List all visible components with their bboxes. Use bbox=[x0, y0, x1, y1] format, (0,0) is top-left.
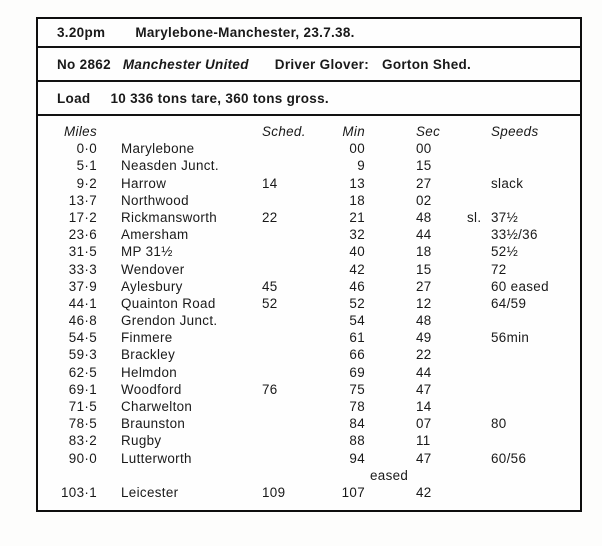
min-value: 75 bbox=[349, 381, 365, 397]
table-row bbox=[38, 415, 580, 432]
min-value: 13 bbox=[349, 175, 365, 191]
speed-prefix bbox=[465, 243, 491, 260]
load-value: 10 336 tons tare, 360 tons gross. bbox=[110, 90, 329, 106]
speed-value: 52½ bbox=[491, 244, 519, 260]
col-header-speeds: Speeds bbox=[491, 124, 539, 139]
sched-value bbox=[262, 432, 305, 449]
station-name: Harrow bbox=[121, 175, 167, 191]
station-name: Neasden Junct. bbox=[121, 158, 219, 174]
station-name: Rugby bbox=[121, 433, 162, 449]
station-name: MP 31½ bbox=[121, 244, 173, 260]
speed-prefix bbox=[465, 192, 491, 209]
col-header-station bbox=[97, 123, 262, 140]
miles-value: 33·3 bbox=[68, 261, 97, 277]
speed-prefix bbox=[465, 295, 491, 312]
miles-value: 0·0 bbox=[76, 141, 97, 157]
sec-value: 15 bbox=[416, 158, 432, 174]
sec-value: 47 bbox=[416, 450, 432, 466]
column-header-row bbox=[38, 123, 580, 140]
table-row bbox=[38, 278, 580, 295]
miles-value: 71·5 bbox=[68, 399, 97, 414]
station-name: Braunston bbox=[121, 416, 186, 432]
speed-value bbox=[491, 432, 580, 449]
miles-value: 17·2 bbox=[68, 209, 97, 225]
miles-value: 9·2 bbox=[76, 175, 97, 191]
speed-value: slack bbox=[491, 175, 524, 191]
speed-prefix bbox=[465, 261, 491, 278]
table-row bbox=[38, 432, 580, 449]
loco-number: No 2862 bbox=[57, 56, 111, 72]
speed-value: 56min bbox=[491, 330, 530, 346]
speed-value: 72 bbox=[491, 261, 507, 277]
sec-value: 27 bbox=[416, 278, 432, 294]
speed-prefix bbox=[465, 278, 491, 295]
speed-value: 64/59 bbox=[491, 295, 527, 311]
speed-prefix bbox=[465, 450, 491, 467]
speed-prefix bbox=[465, 140, 491, 157]
table-row bbox=[38, 157, 580, 174]
load-label: Load bbox=[57, 90, 91, 106]
miles-value: 69·1 bbox=[68, 381, 97, 397]
sec-value: 48 bbox=[416, 209, 432, 225]
min-value: 88 bbox=[349, 433, 365, 449]
station-name: Marylebone bbox=[121, 141, 195, 157]
sec-value: 47 bbox=[416, 381, 432, 397]
table-row bbox=[38, 140, 580, 157]
col-header-min: Min bbox=[342, 124, 365, 139]
table-row bbox=[38, 484, 580, 501]
sched-value: 76 bbox=[262, 381, 278, 397]
sec-value: 49 bbox=[416, 330, 432, 346]
station-name: Quainton Road bbox=[121, 295, 216, 311]
sched-value bbox=[262, 329, 305, 346]
loco-name: Manchester United bbox=[122, 56, 249, 72]
min-value: 32 bbox=[349, 227, 365, 243]
sched-value bbox=[262, 192, 305, 209]
station-name: Lutterworth bbox=[121, 450, 192, 466]
min-value: 61 bbox=[349, 330, 365, 346]
speed-prefix bbox=[465, 398, 491, 415]
speed-prefix: sl. bbox=[467, 209, 482, 225]
speed-prefix bbox=[465, 415, 491, 432]
sec-value: 27 bbox=[416, 175, 432, 191]
col-header-miles: Miles bbox=[64, 124, 97, 139]
miles-value: 5·1 bbox=[76, 158, 97, 174]
station-name: Amersham bbox=[121, 227, 189, 243]
speed-value bbox=[491, 312, 580, 329]
table-row bbox=[38, 295, 580, 312]
sec-value: 18 bbox=[416, 244, 432, 260]
speed-prefix bbox=[465, 484, 491, 501]
speed-value: 37½ bbox=[491, 209, 519, 225]
min-value: 9 bbox=[357, 158, 365, 174]
speed-prefix bbox=[465, 381, 491, 398]
table-row bbox=[38, 226, 580, 243]
miles-value: 90·0 bbox=[68, 450, 97, 466]
min-value: 40 bbox=[349, 244, 365, 260]
sched-value: 22 bbox=[262, 209, 278, 225]
table-row bbox=[38, 346, 580, 363]
speed-value: 33½/36 bbox=[491, 227, 538, 243]
speed-value bbox=[491, 381, 580, 398]
speed-value: 60/56 bbox=[491, 450, 527, 466]
col-header-prefix-spacer bbox=[465, 123, 491, 140]
speed-value bbox=[491, 484, 580, 501]
sched-value bbox=[262, 261, 305, 278]
min-value: 18 bbox=[349, 192, 365, 208]
sec-value: 44 bbox=[416, 364, 432, 380]
sched-value: 109 bbox=[262, 484, 286, 500]
sec-value: 14 bbox=[416, 399, 432, 414]
sched-value bbox=[262, 140, 305, 157]
station-name: Helmdon bbox=[121, 364, 178, 380]
table-row bbox=[38, 261, 580, 278]
min-value: 78 bbox=[349, 399, 365, 414]
speed-value bbox=[491, 157, 580, 174]
header-loco-row bbox=[38, 48, 580, 80]
miles-value: 59·3 bbox=[68, 347, 97, 363]
table-row bbox=[38, 398, 580, 415]
min-value: 107 bbox=[341, 484, 365, 500]
sched-value: 52 bbox=[262, 295, 278, 311]
speed-prefix bbox=[465, 329, 491, 346]
sec-value: 07 bbox=[416, 416, 432, 432]
miles-value: 44·1 bbox=[68, 295, 97, 311]
station-name: Rickmansworth bbox=[121, 209, 218, 225]
table-row bbox=[38, 243, 580, 260]
miles-value: 103·1 bbox=[61, 484, 97, 500]
sec-value: 48 bbox=[416, 313, 432, 329]
min-value: 54 bbox=[349, 313, 365, 329]
sec-value: 42 bbox=[416, 484, 432, 500]
timing-table bbox=[38, 116, 580, 501]
sched-value bbox=[262, 346, 305, 363]
table-row bbox=[38, 450, 580, 467]
miles-value: 62·5 bbox=[68, 364, 97, 380]
speed-value bbox=[491, 346, 580, 363]
sched-value bbox=[262, 226, 305, 243]
min-value: 69 bbox=[349, 364, 365, 380]
sched-value bbox=[262, 398, 305, 415]
table-row bbox=[38, 209, 580, 226]
journey-title: Marylebone-Manchester, 23.7.38. bbox=[135, 25, 355, 40]
speed-value bbox=[491, 140, 580, 157]
min-value: 21 bbox=[349, 209, 365, 225]
sched-value bbox=[262, 243, 305, 260]
table-row bbox=[38, 364, 580, 381]
sec-value: 12 bbox=[416, 295, 432, 311]
miles-value: 46·8 bbox=[68, 313, 97, 329]
station-name: Finmere bbox=[121, 330, 173, 346]
min-value: 84 bbox=[349, 416, 365, 432]
station-name: Northwood bbox=[121, 192, 189, 208]
sched-value bbox=[262, 157, 305, 174]
table-row bbox=[38, 329, 580, 346]
sec-value: 44 bbox=[416, 227, 432, 243]
station-name: Wendover bbox=[121, 261, 185, 277]
speed-value bbox=[491, 192, 580, 209]
sec-value: 11 bbox=[416, 433, 431, 449]
driver-name: Driver Glover: bbox=[274, 56, 370, 72]
speed-prefix bbox=[465, 432, 491, 449]
speed-value: 60 eased bbox=[491, 278, 549, 294]
min-value: 94 bbox=[349, 450, 365, 466]
sched-value bbox=[262, 312, 305, 329]
miles-value: 54·5 bbox=[68, 330, 97, 346]
table-row bbox=[38, 312, 580, 329]
sched-value bbox=[262, 450, 305, 467]
min-value: 52 bbox=[349, 295, 365, 311]
eased-note: eased bbox=[370, 467, 409, 483]
miles-value: 13·7 bbox=[68, 192, 97, 208]
speed-prefix bbox=[465, 346, 491, 363]
header-journey-row bbox=[38, 19, 580, 46]
station-name: Grendon Junct. bbox=[121, 313, 218, 329]
header-load-row bbox=[38, 82, 580, 114]
speed-value bbox=[491, 364, 580, 381]
departure-time: 3.20pm bbox=[57, 25, 106, 40]
sec-value: 00 bbox=[416, 141, 432, 157]
col-header-sched: Sched. bbox=[262, 124, 306, 139]
table-row bbox=[38, 175, 580, 192]
shed-name: Gorton Shed. bbox=[382, 56, 472, 72]
speed-value bbox=[491, 398, 580, 415]
station-name: Aylesbury bbox=[121, 278, 183, 294]
station-name: Woodford bbox=[121, 381, 182, 397]
min-value: 00 bbox=[349, 141, 365, 157]
min-value: 42 bbox=[349, 261, 365, 277]
speed-prefix bbox=[465, 312, 491, 329]
sched-value: 14 bbox=[262, 175, 278, 191]
speed-value: 80 bbox=[491, 416, 507, 432]
sec-value: 02 bbox=[416, 192, 432, 208]
miles-value: 31·5 bbox=[68, 244, 97, 260]
station-name: Brackley bbox=[121, 347, 176, 363]
sched-value bbox=[262, 364, 305, 381]
table-row bbox=[38, 381, 580, 398]
table-row bbox=[38, 192, 580, 209]
speed-prefix bbox=[465, 226, 491, 243]
miles-value: 23·6 bbox=[68, 227, 97, 243]
miles-value: 78·5 bbox=[68, 416, 97, 432]
speed-prefix bbox=[465, 364, 491, 381]
sec-value: 22 bbox=[416, 347, 432, 363]
miles-value: 83·2 bbox=[68, 433, 97, 449]
min-value: 66 bbox=[349, 347, 365, 363]
station-name: Charwelton bbox=[121, 399, 193, 414]
miles-value: 37·9 bbox=[68, 278, 97, 294]
col-header-sec: Sec bbox=[416, 124, 441, 139]
sched-value bbox=[262, 415, 305, 432]
sched-value: 45 bbox=[262, 278, 278, 294]
train-log-card bbox=[36, 17, 582, 512]
station-name: Leicester bbox=[121, 484, 179, 500]
sec-value: 15 bbox=[416, 261, 432, 277]
min-value: 46 bbox=[349, 278, 365, 294]
speed-prefix bbox=[465, 175, 491, 192]
speed-prefix bbox=[465, 157, 491, 174]
